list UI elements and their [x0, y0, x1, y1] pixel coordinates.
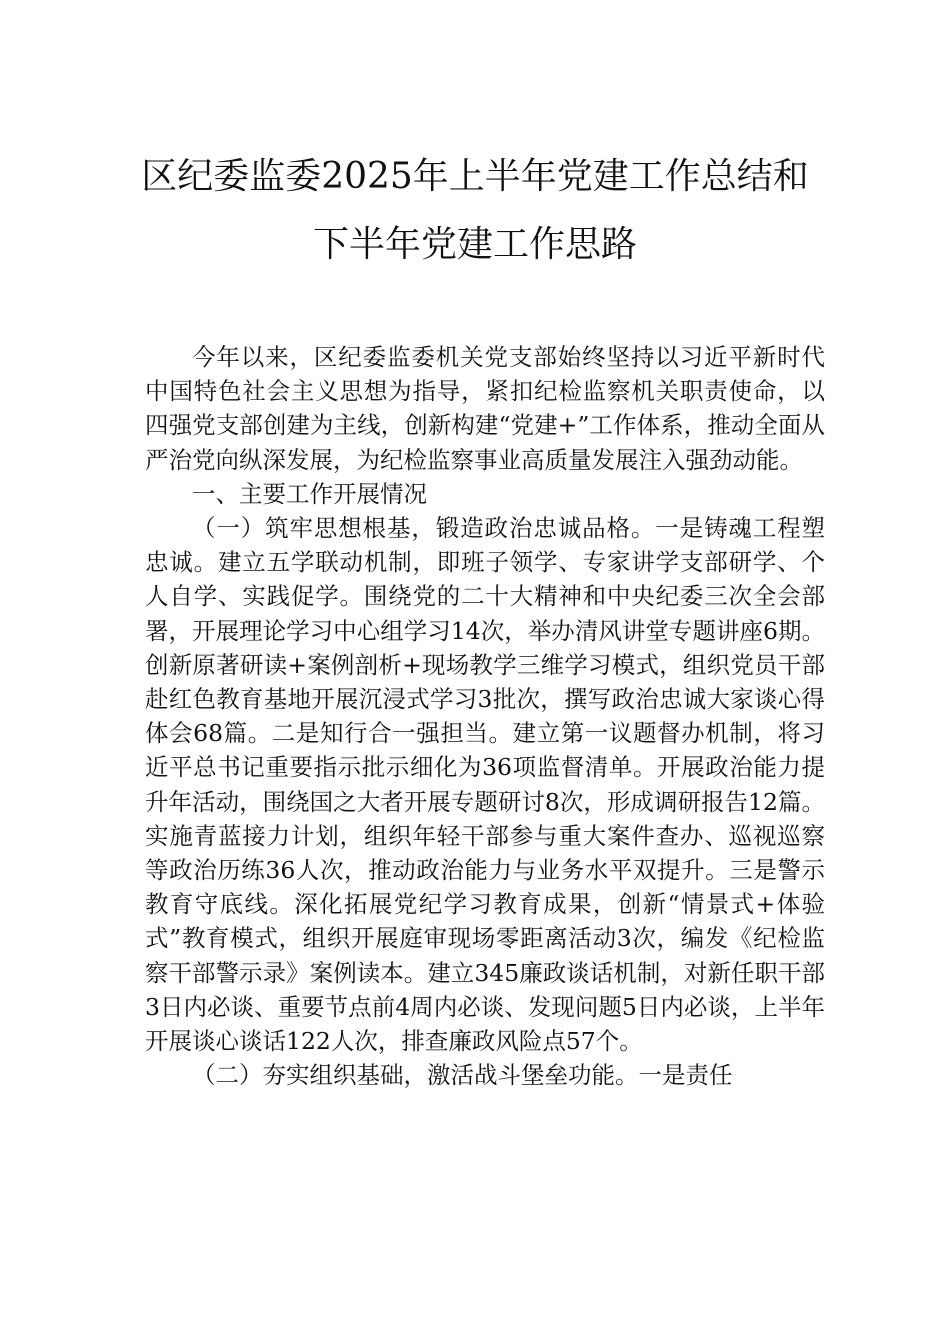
document-title-line-2: 下半年党建工作思路	[312, 224, 637, 265]
document-body	[145, 340, 825, 1092]
section-heading: 一、主要工作开展情况	[192, 479, 427, 508]
intro-paragraph: 今年以来，区纪委监委机关党支部始终坚持以习近平新时代中国特色社会主义思想为指导，紧扣纪检监察机关职责使命，以四强党支部创建为主线，创新构建“党建+”工作体系，推动全面从严治党向纵深发展，为纪检监察事业高质量发展注入强劲动能。	[145, 343, 825, 474]
document-title-line-1: 区纪委监委2025年上半年党建工作总结和	[141, 156, 809, 197]
body-paragraph: （二）夯实组织基础，激活战斗堡垒功能。一是责任	[192, 1061, 733, 1090]
body-paragraph: （一）筑牢思想根基，锻造政治忠诚品格。一是铸魂工程塑忠诚。建立五学联动机制，即班子领学、专家讲学支部研学、个人自学、实践促学。围绕党的二十大精神和中央纪委三次全会部署，开展理论学习中心组学习14次，举办清风讲堂专题讲座6期。创新原著研读+案例剖析+现场教学三维学习模式，组织党员干部赴红色教育基地开展沉浸式学习3批次，撰写政治忠诚大家谈心得体会68篇。二是知行合一强担当。建立第一议题督办机制，将习近平总书记重要指示批示细化为36项监督清单。开展政治能力提升年活动，围绕国之大者开展专题研讨8次，形成调研报告12篇。实施青蓝接力计划，组织年轻干部参与重大案件查办、巡视巡察等政治历练36人次，推动政治能力与业务水平双提升。三是警示教育守底线。深化拓展党纪学习教育成果，创新“情景式+体验式”教育模式，组织开展庭审现场零距离活动3次，编发《纪检监察干部警示录》案例读本。建立345廉政谈话机制，对新任职干部3日内必谈、重要节点前4周内必谈、发现问题5日内必谈，上半年开展谈心谈话122人次，排查廉政风险点57个。	[145, 514, 825, 1056]
